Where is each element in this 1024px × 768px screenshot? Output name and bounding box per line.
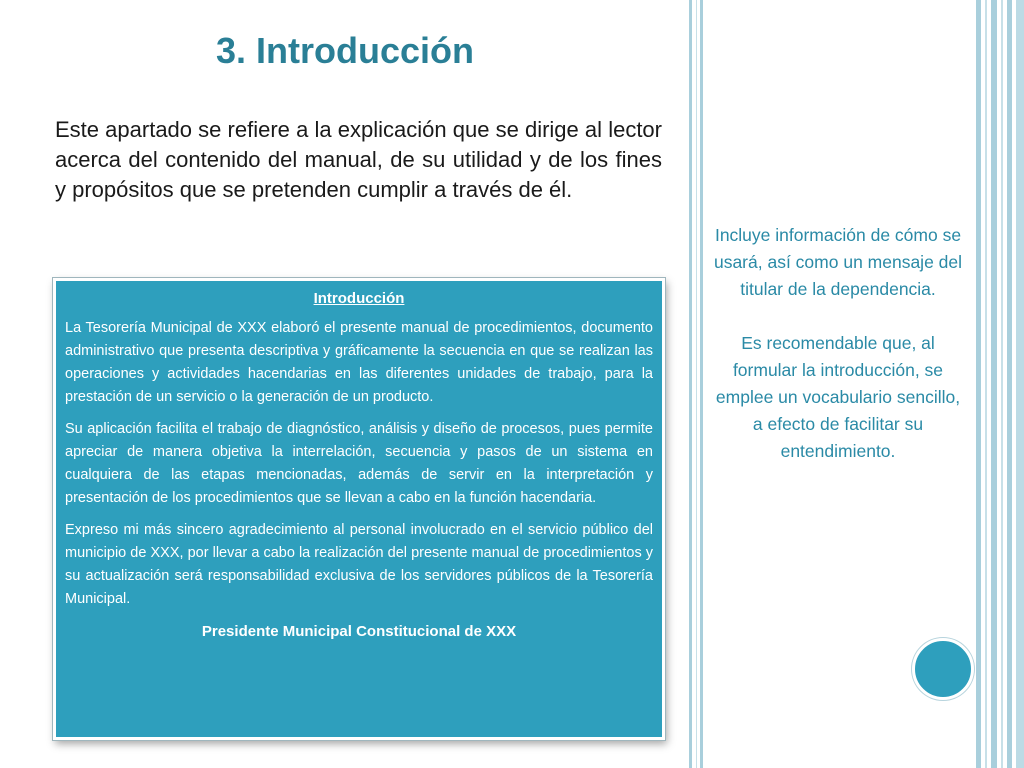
divider-line-5 [985,0,987,768]
divider-line-6 [991,0,997,768]
divider-line-7 [1001,0,1003,768]
divider-line-8 [1007,0,1012,768]
introduction-example-box [53,278,665,740]
side-note-paragraph-2: Es recomendable que, al formular la introducción, se emplee un vocabulario sencillo, a efecto de facilitar su entendimiento. [715,333,961,461]
box-paragraph-2: Su aplicación facilita el trabajo de diagnóstico, análisis y diseño de procesos, pues permite apreciar de manera objetiva la interrelación, secuencia y pasos de un sistema en cualquiera de las etapas mencionadas, además de servir en la interpretación y presentación de los procedimientos que se llevan a cabo en la función hacendaria. [65,421,653,506]
decorative-circle [912,638,974,700]
side-note-spacer [712,303,964,330]
box-paragraph-3: Expreso mi más sincero agradecimiento al personal involucrado en el servicio público del municipio de XXX, por llevar a cabo la realización del presente manual de procedimientos y su actualización será responsabilidad exclusiva de los servidores públicos de la Tesorería Municipal. [65,522,653,607]
divider-line-4 [976,0,981,768]
divider-line-1 [689,0,692,768]
slide-title: 3. Introducción [215,30,474,71]
box-paragraph-1: La Tesorería Municipal de XXX elaboró el presente manual de procedimientos, documento administrativo que presenta descriptiva y gráficamente la secuencia en que se realizan las operaciones y actividades hacendarias en las diferentes unidades de trabajo, para la prestación de un servicio o la generación de un producto. [65,320,653,405]
intro-paragraph: Este apartado se refiere a la explicación que se dirige al lector acerca del contenido del manual, de su utilidad y de los fines y propósitos que se pretenden cumplir a través de él. [55,117,662,202]
side-note-paragraph-1: Incluye información de cómo se usará, así como un mensaje del titular de la dependencia. [713,225,963,299]
side-note [712,222,964,465]
divider-line-9 [1016,0,1024,768]
box-heading: Introducción [313,290,405,307]
divider-line-2 [696,0,697,768]
divider-line-3 [700,0,703,768]
box-signature: Presidente Municipal Constitucional de XXX [201,623,517,640]
